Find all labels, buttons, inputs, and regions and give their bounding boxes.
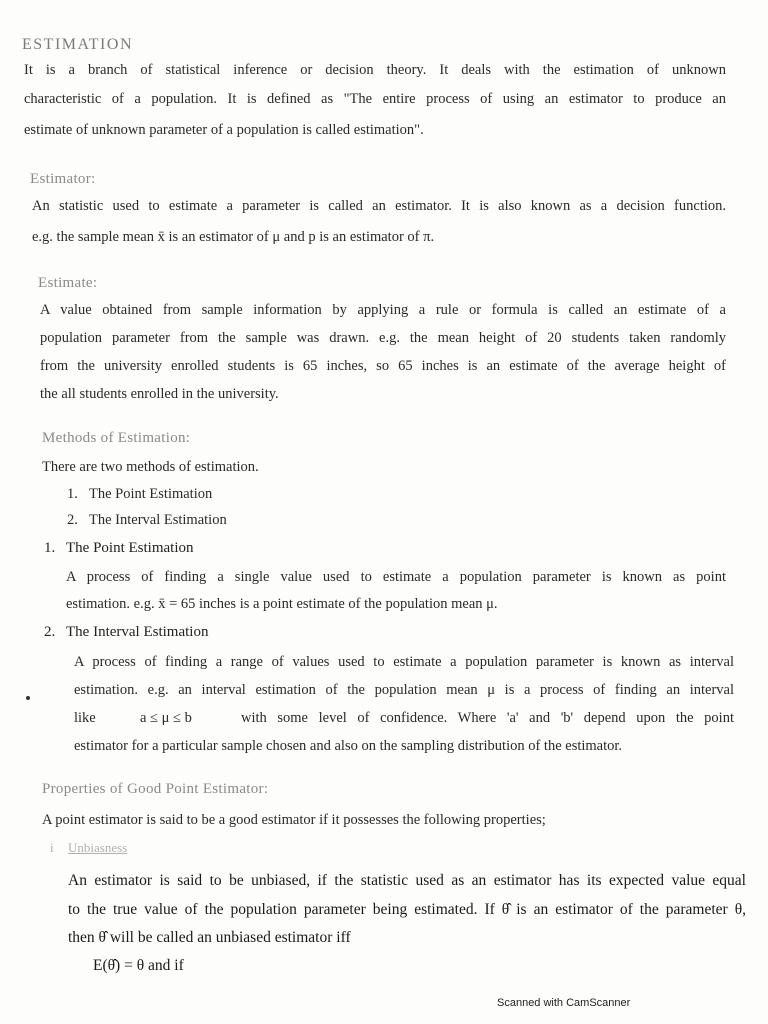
properties-intro: A point estimator is said to be a good estimator if it possesses the following properties; (42, 812, 546, 828)
properties-heading: Properties of Good Point Estimator: (42, 781, 269, 797)
estimator-line-2: e.g. the sample mean x̄ is an estimator of μ and p is an estimator of π. (32, 229, 435, 245)
section-title: The Interval Estimation (66, 624, 209, 640)
estimate-line-1: A value obtained from sample information by applying a rule or formula is called an estimate of a (40, 302, 726, 318)
scan-mark (26, 696, 30, 700)
list-label: The Interval Estimation (89, 512, 227, 528)
interval-line-2: estimation. e.g. an interval estimation of the population mean μ is a process of finding an interval (74, 682, 734, 698)
properties-line-1: An estimator is said to be unbiased, if the statistic used as an estimator has its expected value equal (68, 872, 746, 889)
intro-line-1: It is a branch of statistical inference or decision theory. It deals with the estimation of unknown (24, 62, 726, 78)
interval-like: like (74, 710, 96, 726)
estimate-heading: Estimate: (38, 275, 98, 291)
estimator-line-1: An statistic used to estimate a parameter is called an estimator. It is also known as a decision function. (32, 198, 726, 214)
list-number: 1. (67, 486, 78, 502)
intro-line-2: characteristic of a population. It is defined as "The entire process of using an estimator to produce an (24, 91, 726, 107)
list-label: The Point Estimation (89, 486, 213, 502)
point-heading (44, 539, 194, 557)
interval-inequality: a ≤ μ ≤ b (140, 710, 192, 726)
estimate-line-2: population parameter from the sample was drawn. e.g. the mean height of 20 students taken randomly (40, 330, 726, 346)
section-number: 2. (44, 624, 56, 640)
intro-line-3: estimate of unknown parameter of a population is called estimation". (24, 122, 424, 138)
methods-list-item-1 (67, 485, 212, 503)
list-number: 2. (67, 512, 78, 528)
estimate-line-4: the all students enrolled in the university. (40, 386, 279, 402)
estimator-heading: Estimator: (30, 171, 96, 187)
properties-formula: E(θ̂) = θ and if (93, 957, 184, 974)
estimate-line-3: from the university enrolled students is 65 inches, so 65 inches is an estimate of the average height of (40, 358, 726, 374)
item-label: Unbiasness (68, 840, 128, 855)
methods-heading: Methods of Estimation: (42, 430, 191, 446)
interval-line-3: with some level of confidence. Where 'a' and 'b' depend upon the point (241, 710, 734, 726)
scanner-watermark: Scanned with CamScanner (497, 997, 631, 1009)
methods-intro: There are two methods of estimation. (42, 459, 259, 475)
interval-line-4: estimator for a particular sample chosen and also on the sampling distribution of the estimator. (74, 738, 623, 754)
page-title: ESTIMATION (22, 36, 133, 53)
interval-heading (44, 623, 208, 641)
point-line-1: A process of finding a single value used to estimate a population parameter is known as point (66, 569, 726, 585)
interval-line-1: A process of finding a range of values used to estimate a population parameter is known as interval (74, 654, 734, 670)
properties-line-3: then θ̂ will be called an unbiased estimator iff (68, 929, 351, 946)
properties-item (50, 839, 127, 857)
item-number: i (50, 840, 54, 855)
section-number: 1. (44, 540, 56, 556)
methods-list-item-2 (67, 511, 227, 529)
point-line-2: estimation. e.g. x̄ = 65 inches is a point estimate of the population mean μ. (66, 596, 498, 612)
section-title: The Point Estimation (66, 540, 194, 556)
properties-line-2: to the true value of the population parameter being estimated. If θ̂ is an estimator of the parameter θ, (68, 901, 746, 918)
